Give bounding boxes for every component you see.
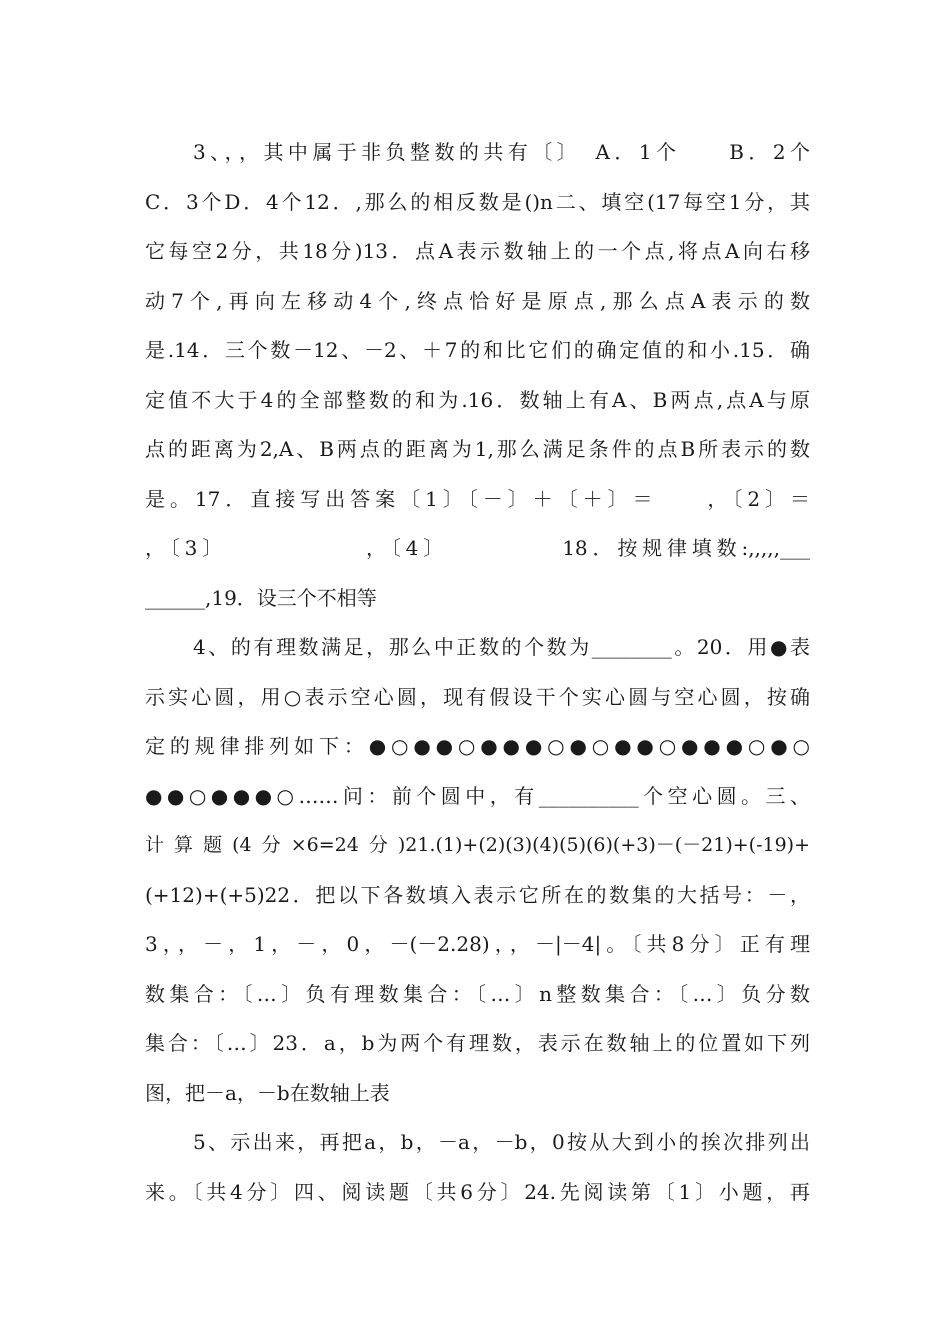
text-line: 是.14．三个数－12、－2、＋7的和比它们的确定值的和小.15．确 <box>145 338 810 362</box>
text-line: 来。〔共4分〕四、阅读题〔共6分〕24.先阅读第〔1〕小题，再 <box>145 1179 810 1204</box>
paragraph-3 <box>145 128 810 623</box>
text-line: 4、的有理数满足，那么中正数的个数为________。20．用●表 <box>193 635 810 659</box>
paragraph-5 <box>145 1118 810 1217</box>
text-line: 是。17．直接写出答案〔1〕〔－〕＋〔＋〕＝ ，〔2〕＝ <box>145 486 810 511</box>
text-line: 它每空2分，共18分)13．点A表示数轴上的一个点,将点A向右移 <box>145 239 810 263</box>
text-line: 示实心圆，用○表示空心圆，现有假设干个实心圆与空心圆，按确 <box>145 684 810 709</box>
text-line: 5、示出来，再把a，b，－a，－b，0按从大到小的挨次排列出 <box>193 1130 810 1154</box>
text-line: ______,19．设三个不相等 <box>145 585 377 610</box>
text-line: 3、，，其中属于非负整数的共有〔〕 A．1个 B．2个 <box>193 140 810 164</box>
text-line: ，〔3〕 ，〔4〕 18．按规律填数:,,,,,___ <box>145 536 810 560</box>
text-line: 定的规律排列如下：●○●●○●●●○●○●●○●●●○●○ <box>145 734 810 758</box>
text-line: 集合：〔…〕23．a，b为两个有理数，表示在数轴上的位置如下列 <box>145 1031 810 1055</box>
text-line: 动7个,再向左移动4个,终点恰好是原点,那么点A表示的数 <box>145 288 810 313</box>
paragraph-4 <box>145 623 810 1118</box>
text-line: 数集合：〔…〕负有理数集合：〔…〕n整数集合：〔…〕负分数 <box>145 981 810 1006</box>
text-line: 计算题(4分×6=24分)21.(1)+(2)(3)(4)(5)(6)(+3)－(－21)+(-19)+ <box>145 834 810 856</box>
text-line: 图，把－a，－b在数轴上表 <box>145 1080 390 1105</box>
document-page <box>145 128 810 1217</box>
text-line: (+12)+(+5)22．把以下各数填入表示它所在的数集的大括号：－， <box>145 882 810 907</box>
text-line: 点的距离为2,A、B两点的距离为1,那么满足条件的点B所表示的数 <box>145 437 810 461</box>
text-line: 3，，－，1，－，0，－(－2.28)，，－|－4|。〔共8分〕正有理 <box>145 932 810 956</box>
text-line: ●●○●●●○……问：前个圆中，有__________个空心圆。三、 <box>145 783 810 808</box>
text-line: 定值不大于4的全部整数的和为.16．数轴上有A、B两点,点A与原 <box>145 387 810 412</box>
text-line: C．3个D．4个12．,那么的相反数是()n二、填空(17每空1分，其 <box>145 189 810 214</box>
